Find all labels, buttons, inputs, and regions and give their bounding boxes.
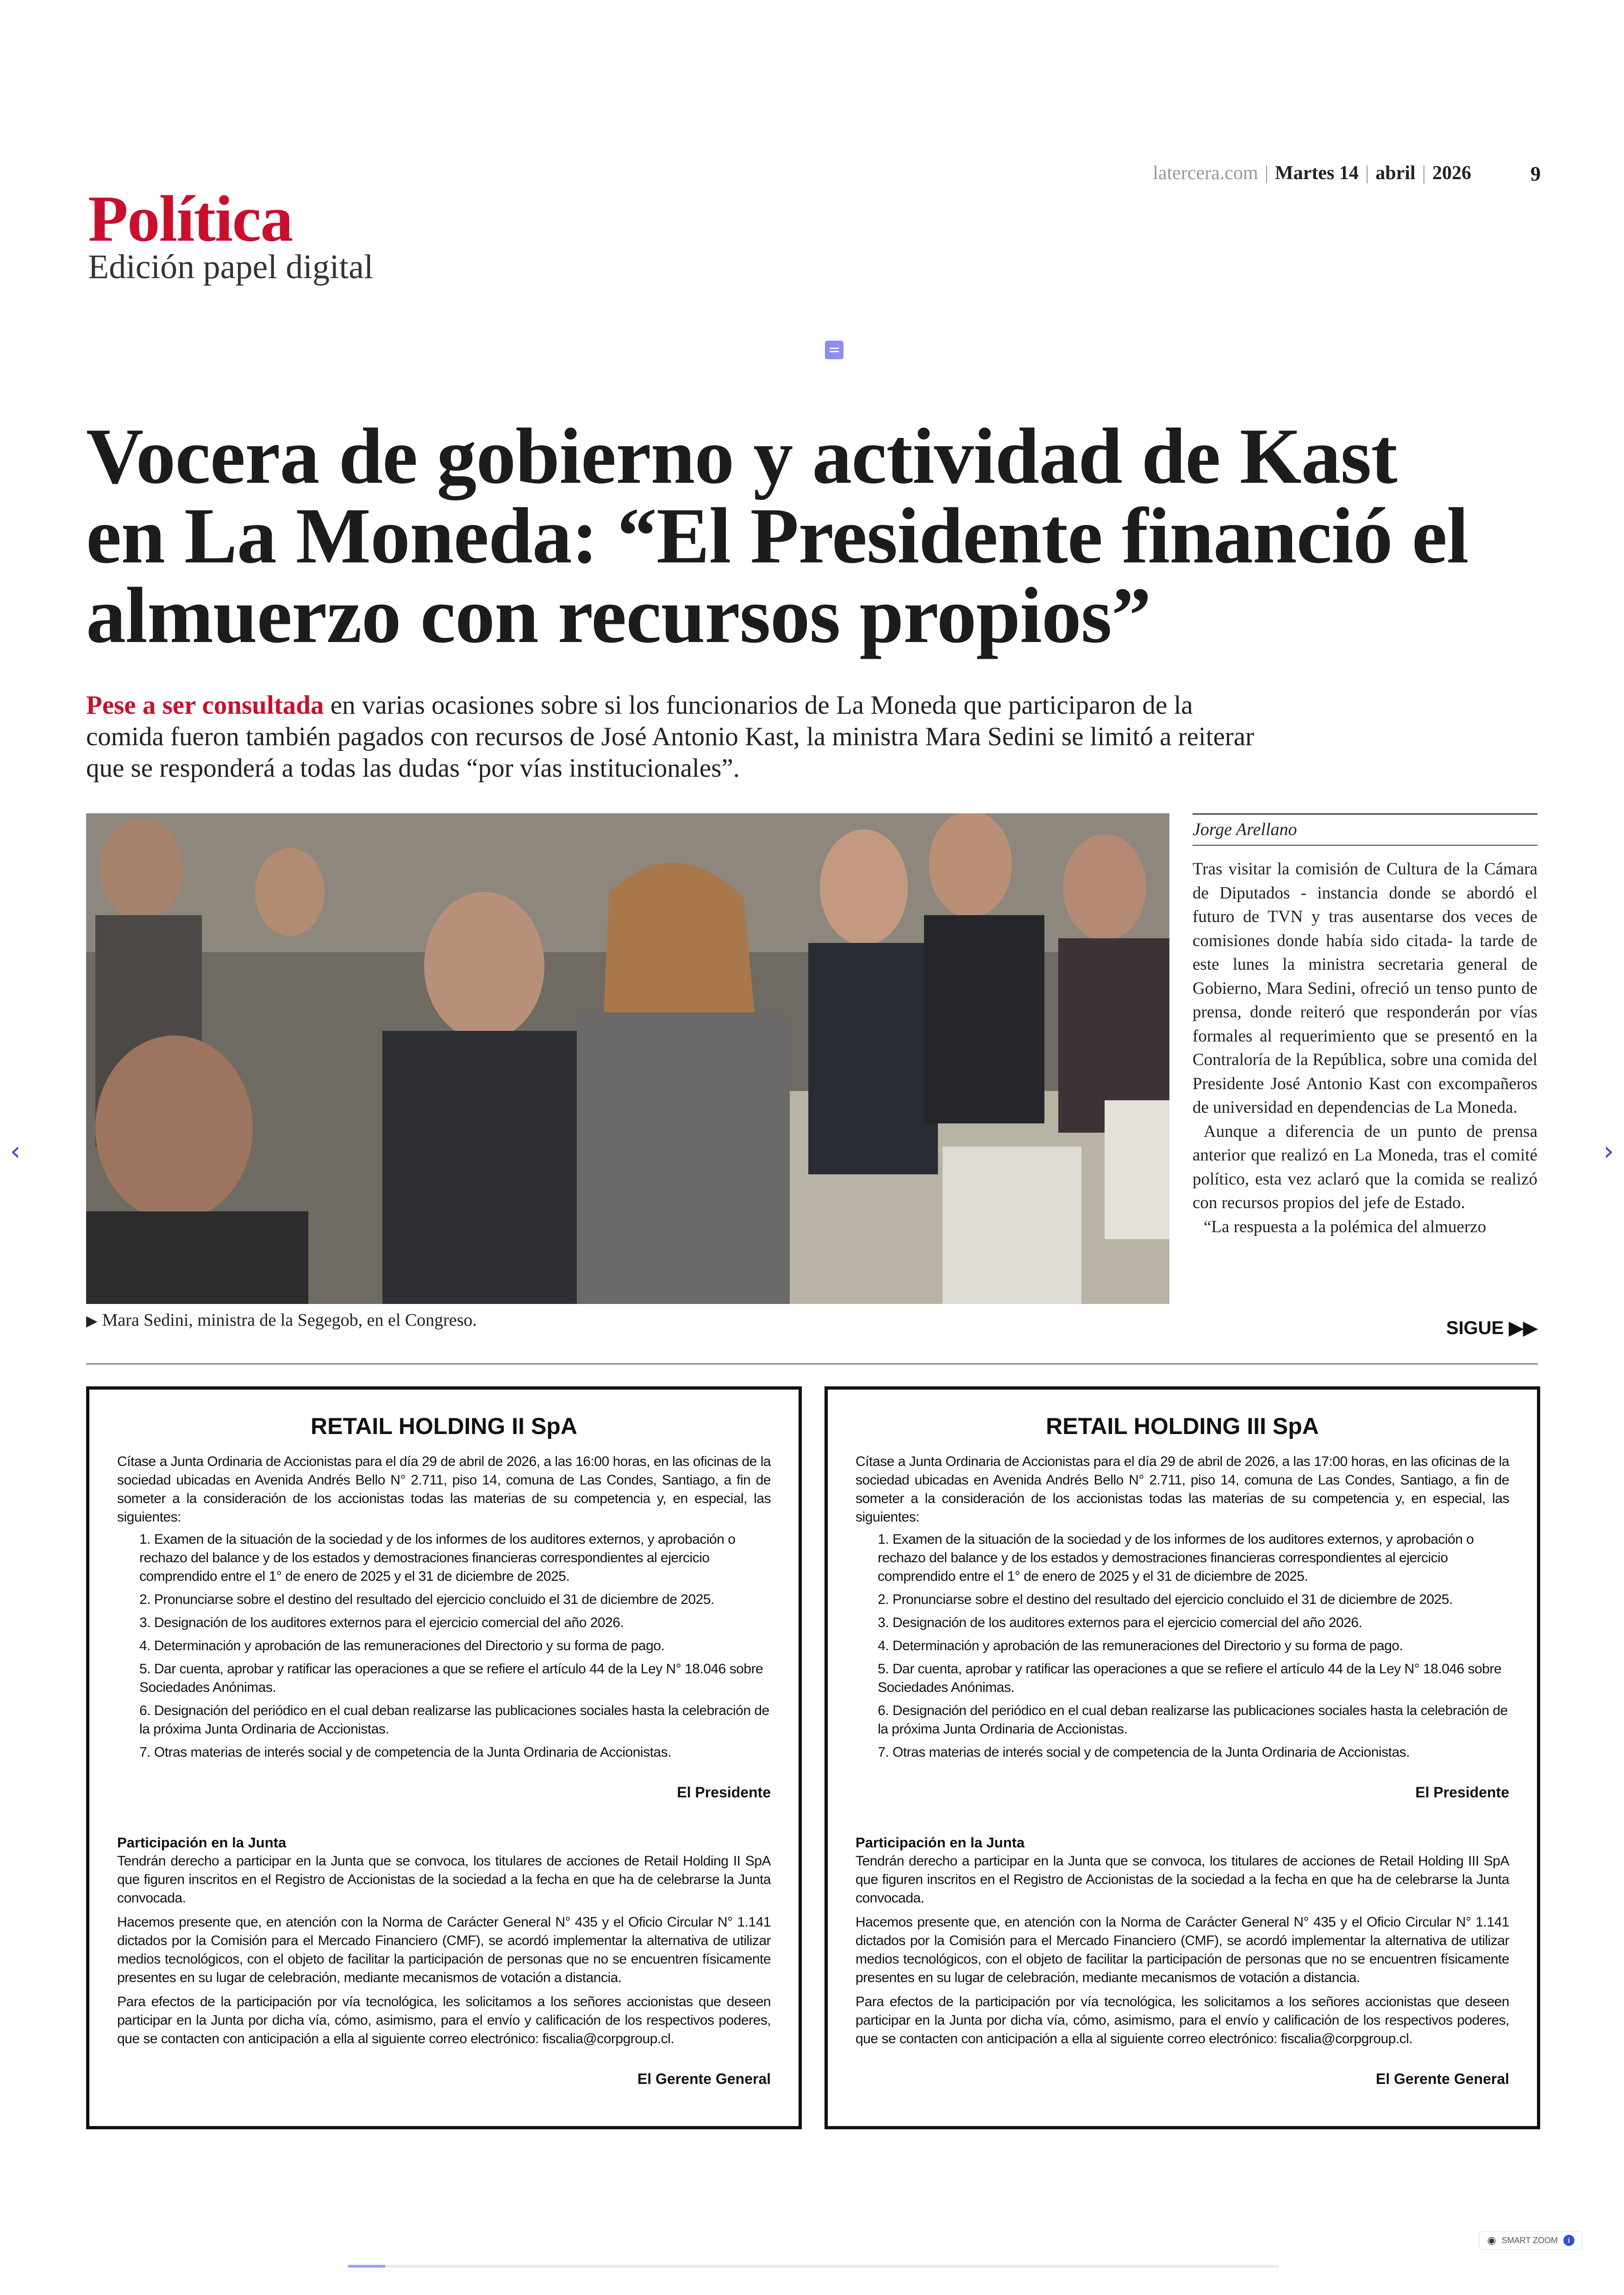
notice-title: RETAIL HOLDING III SpA <box>1046 1413 1319 1439</box>
byline-rule <box>1193 813 1537 815</box>
article-photo <box>86 813 1169 1304</box>
article-lede <box>86 690 1271 784</box>
legal-notice <box>86 1386 802 2129</box>
agenda-item: 5. Dar cuenta, aprobar y ratificar las operaciones a que se refiere el artículo 44 de la Ley N° 18.046 sobre Sociedades Anónimas. <box>878 1661 1502 1695</box>
article-body <box>1193 857 1537 1239</box>
photo-caption <box>86 1310 477 1330</box>
agenda-list <box>856 1530 1509 1762</box>
notice-signer: El Presidente <box>677 1784 771 1801</box>
agenda-item: 2. Pronunciarse sobre el destino del resultado del ejercicio concluido el 31 de diciembre de 2025. <box>139 1592 714 1607</box>
date-month: abril <box>1375 162 1416 184</box>
chevron-left-icon[interactable]: ‹ <box>10 1136 21 1166</box>
notice-signer: El Presidente <box>1415 1784 1509 1801</box>
page-progress-bar[interactable] <box>348 2265 1279 2268</box>
separator: | <box>1365 162 1369 184</box>
lede-kicker: Pese a ser consultada <box>86 691 324 720</box>
caption-text: Mara Sedini, ministra de la Segegob, en el Congreso. <box>102 1310 477 1330</box>
page-progress-fill <box>348 2265 385 2268</box>
info-icon[interactable]: i <box>1563 2235 1574 2246</box>
agenda-item: 2. Pronunciarse sobre el destino del resultado del ejercicio concluido el 31 de diciembre de 2025. <box>878 1592 1453 1607</box>
smart-zoom-label: SMART ZOOM <box>1501 2235 1558 2245</box>
legal-notice-content <box>117 1413 771 2088</box>
body-paragraph: Aunque a diferencia de un punto de prensa anterior que realizó en La Moneda, tras el comité político, esta vez aclaró que la comida se realizó con recursos propios del jefe de Estado. <box>1193 1122 1537 1212</box>
eye-icon: ◉ <box>1487 2234 1496 2246</box>
caption-marker-icon: ▶ <box>86 1312 98 1329</box>
article-headline: Vocera de gobierno y actividad de Kast en La Moneda: “El Presidente financió el almuerzo con recursos propios” <box>86 412 1468 660</box>
separator: | <box>1264 162 1269 184</box>
notice-intro: Cítase a Junta Ordinaria de Accionistas para el día 29 de abril de 2026, a las 16:00 horas, en las oficinas de la sociedad ubicadas en Avenida Andrés Bello N° 2.711, piso 14, comuna de Las Condes, Santiago, a fin de someter a la consideración de los accionistas todas las materias de su competencia y, en especial, las siguientes: <box>117 1454 771 1525</box>
page-number: 9 <box>1530 162 1541 185</box>
agenda-item: 5. Dar cuenta, aprobar y ratificar las operaciones a que se refiere el artículo 44 de la Ley N° 18.046 sobre Sociedades Anónimas. <box>139 1661 763 1695</box>
agenda-item: 6. Designación del periódico en el cual deban realizarse las publicaciones sociales hasta la celebración de la próxima Junta Ordinaria de Accionistas. <box>139 1703 769 1737</box>
site-name: latercera.com <box>1153 162 1258 184</box>
agenda-item: 6. Designación del periódico en el cual deban realizarse las publicaciones sociales hasta la celebración de la próxima Junta Ordinaria de Accionistas. <box>878 1703 1508 1737</box>
agenda-item: 3. Designación de los auditores externos para el ejercicio comercial del año 2026. <box>878 1615 1362 1630</box>
agenda-item: 7. Otras materias de interés social y de competencia de la Junta Ordinaria de Accionistas. <box>139 1745 671 1760</box>
participation-heading: Participación en la Junta <box>117 1834 287 1851</box>
continue-link[interactable]: SIGUE ▶▶ <box>1446 1318 1537 1338</box>
date-day: Martes 14 <box>1275 162 1359 184</box>
byline-rule <box>1193 845 1537 846</box>
smart-zoom-button[interactable] <box>1479 2231 1582 2250</box>
note-icon[interactable] <box>825 341 843 359</box>
body-paragraph: “La respuesta a la polémica del almuerzo <box>1204 1217 1487 1236</box>
date-year: 2026 <box>1432 162 1471 184</box>
participation-paragraph: Hacemos presente que, en atención con la Norma de Carácter General N° 435 y el Oficio Circular N° 1.141 dictados por la Comisión para el Mercado Financiero (CMF), se acordó implementar la alternativa de utilizar medios tecnológicos, con el objeto de facilitar la participación de personas que no se encuentren físicamente presentes en su lugar de celebración, mediante mecanismos de votación a distancia. <box>117 1915 771 1985</box>
byline: Jorge Arellano <box>1193 820 1297 839</box>
body-paragraph: Tras visitar la comisión de Cultura de la Cámara de Diputados - instancia donde se abordó el futuro de TVN y tras ausentarse dos veces de comisiones donde había sido citada- la tarde de este lunes la ministra secretaria general de Gobierno, Mara Sedini, ofreció un tenso punto de prensa, donde reiteró que responderán por vías formales al requerimiento que se presentó en la Contraloría de la República, sobre una comida del Presidente José Antonio Kast con excompañeros de universidad en dependencias de La Moneda. <box>1193 860 1537 1117</box>
participation-paragraph: Hacemos presente que, en atención con la Norma de Carácter General N° 435 y el Oficio Circular N° 1.141 dictados por la Comisión para el Mercado Financiero (CMF), se acordó implementar la alternativa de utilizar medios tecnológicos, con el objeto de facilitar la participación de personas que no se encuentren físicamente presentes en su lugar de celebración, mediante mecanismos de votación a distancia. <box>856 1915 1509 1985</box>
agenda-item: 4. Determinación y aprobación de las remuneraciones del Directorio y su forma de pago. <box>878 1638 1403 1653</box>
dateline <box>1153 162 1471 184</box>
agenda-item: 3. Designación de los auditores externos para el ejercicio comercial del año 2026. <box>139 1615 624 1630</box>
photo-illustration <box>86 813 1169 1304</box>
agenda-item: 4. Determinación y aprobación de las remuneraciones del Directorio y su forma de pago. <box>139 1638 665 1653</box>
notice-title: RETAIL HOLDING II SpA <box>311 1413 577 1439</box>
section-divider <box>86 1363 1538 1365</box>
chevron-right-icon[interactable]: › <box>1603 1136 1614 1166</box>
participation-paragraph: Para efectos de la participación por vía tecnológica, les solicitamos a los señores accionistas que deseen participar en la Junta por dicha vía, cómo, asimismo, para el envío y calificación de los respectivos poderes, que se contacten con anticipación a ella al siguiente correo electrónico: fiscalia@corpgroup.cl. <box>856 1994 1509 2046</box>
separator: | <box>1422 162 1426 184</box>
legal-notice-content <box>856 1413 1509 2088</box>
agenda-list <box>117 1530 771 1762</box>
participation-paragraph: Tendrán derecho a participar en la Junta que se convoca, los titulares de acciones de Retail Holding III SpA que figuren inscritos en el Registro de Accionistas de la sociedad a la fecha en que ha de celebrarse la Junta convocada. <box>856 1853 1509 1906</box>
agenda-item: 1. Examen de la situación de la sociedad y de los informes de los auditores externos, y aprobación o rechazo del balance y de los estados y demostraciones financieras correspondientes al ejercicio comprendido entre el 1° de enero de 2025 y el 31 de diciembre de 2025. <box>139 1532 736 1584</box>
participation-heading: Participación en la Junta <box>856 1834 1025 1851</box>
agenda-item: 7. Otras materias de interés social y de competencia de la Junta Ordinaria de Accionistas. <box>878 1745 1410 1760</box>
notice-signer-manager: El Gerente General <box>637 2070 771 2087</box>
notice-intro: Cítase a Junta Ordinaria de Accionistas para el día 29 de abril de 2026, a las 17:00 horas, en las oficinas de la sociedad ubicadas en Avenida Andrés Bello N° 2.711, piso 14, comuna de Las Condes, Santiago, a fin de someter a la consideración de los accionistas todas las materias de su competencia y, en especial, las siguientes: <box>856 1454 1509 1525</box>
agenda-item: 1. Examen de la situación de la sociedad y de los informes de los auditores externos, y aprobación o rechazo del balance y de los estados y demostraciones financieras correspondientes al ejercicio comprendido entre el 1° de enero de 2025 y el 31 de diciembre de 2025. <box>878 1532 1474 1584</box>
lede-text: en varias ocasiones sobre si los funcionarios de La Moneda que participaron de la comida fueron también pagados con recursos de José Antonio Kast, la ministra Mara Sedini se limitó a reiterar que se responderá a todas las dudas “por vías institucionales”. <box>86 691 1255 783</box>
participation-paragraph: Tendrán derecho a participar en la Junta que se convoca, los titulares de acciones de Retail Holding II SpA que figuren inscritos en el Registro de Accionistas de la sociedad a la fecha en que ha de celebrarse la Junta convocada. <box>117 1853 771 1906</box>
notice-signer-manager: El Gerente General <box>1375 2070 1509 2087</box>
participation-paragraph: Para efectos de la participación por vía tecnológica, les solicitamos a los señores accionistas que deseen participar en la Junta por dicha vía, cómo, asimismo, para el envío y calificación de los respectivos poderes, que se contacten con anticipación a ella al siguiente correo electrónico: fiscalia@corpgroup.cl. <box>117 1994 771 2046</box>
legal-notice <box>824 1386 1540 2129</box>
section-title: Política <box>88 182 293 255</box>
section-subtitle: Edición papel digital <box>88 248 374 286</box>
